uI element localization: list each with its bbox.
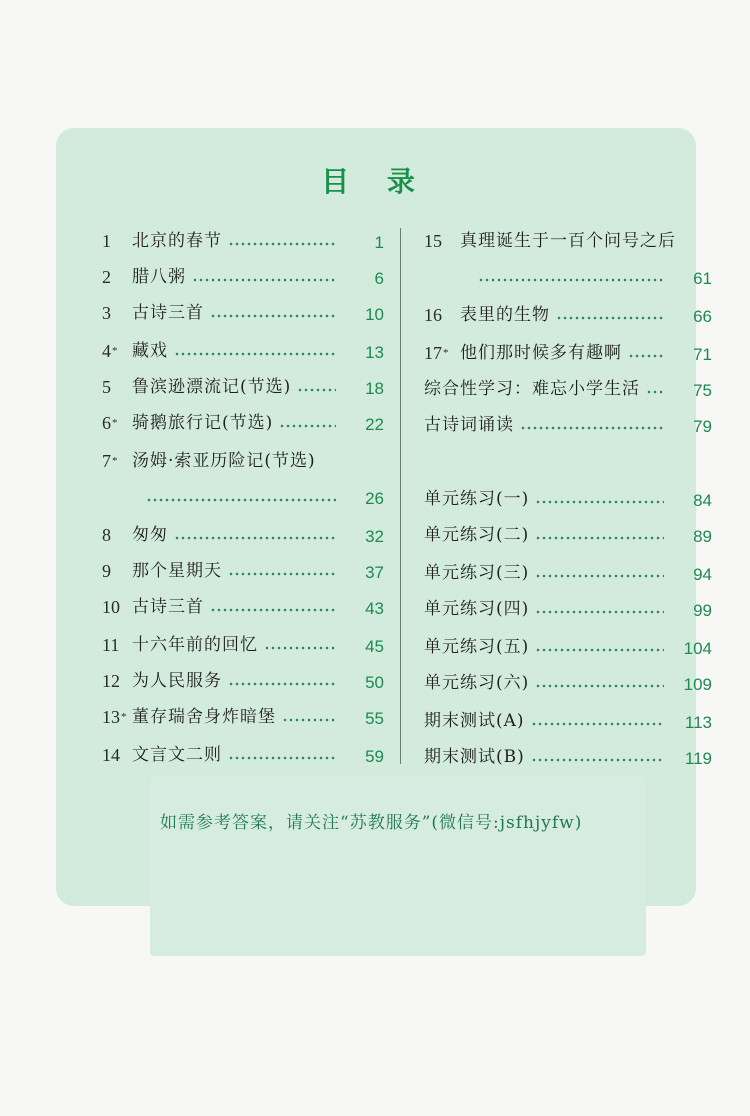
- leader-dots: [535, 648, 664, 652]
- toc-entry[interactable]: [0, 672, 750, 694]
- toc-entry[interactable]: [0, 304, 750, 326]
- entry-number: 14: [102, 745, 120, 765]
- entry-title: 真理诞生于一百个问号之后: [460, 231, 676, 251]
- page-number: 99: [693, 601, 712, 620]
- entry-title: 北京的春节: [132, 231, 222, 251]
- entry-title: 古诗三首: [132, 597, 204, 617]
- entry-number: 17*: [424, 343, 449, 363]
- toc-entry[interactable]: [0, 636, 750, 658]
- entry-number: 6*: [102, 413, 118, 433]
- entry-title: 期末测试(B): [424, 747, 525, 767]
- entry-number: 11: [102, 635, 120, 655]
- toc-entry[interactable]: [0, 230, 750, 252]
- leader-dots: [535, 574, 664, 578]
- page-number: 22: [365, 415, 384, 434]
- entry-title: 董存瑞舍身炸暗堡: [132, 707, 276, 727]
- toc-entry[interactable]: [0, 378, 750, 400]
- entry-number: 1: [102, 231, 111, 251]
- toc-entry[interactable]: [0, 414, 750, 436]
- page-number: 50: [365, 673, 384, 692]
- page-number: 37: [365, 563, 384, 582]
- optional-marker: *: [443, 347, 449, 359]
- entry-number: 3: [102, 303, 111, 323]
- page-number: 113: [684, 713, 712, 732]
- leader-dots: [646, 390, 664, 394]
- page-number: 75: [693, 381, 712, 400]
- page-number: 1: [374, 233, 384, 252]
- page-number: 84: [693, 491, 712, 510]
- entry-number: 12: [102, 671, 120, 691]
- leader-dots: [478, 278, 664, 282]
- entry-number: 16: [424, 305, 442, 325]
- entry-title: 单元练习(六): [424, 673, 530, 693]
- leader-dots: [531, 758, 664, 762]
- optional-marker: *: [121, 711, 127, 723]
- optional-marker: *: [112, 345, 118, 357]
- entry-title: 腊八粥: [132, 267, 186, 287]
- entry-title: 藏戏: [132, 341, 168, 361]
- page-title: 目 录: [321, 165, 429, 198]
- entry-title: 古诗词诵读: [424, 415, 514, 435]
- leader-dots: [535, 500, 664, 504]
- optional-marker: *: [112, 417, 118, 429]
- page-number: 109: [683, 675, 712, 694]
- entry-title: 他们那时候多有趣啊: [460, 343, 622, 363]
- entry-title: 单元练习(一): [424, 489, 530, 509]
- entry-number: 5: [102, 377, 111, 397]
- leader-dots: [556, 316, 664, 320]
- entry-title: 骑鹅旅行记(节选): [132, 413, 274, 433]
- page-number: 26: [365, 489, 384, 508]
- entry-title: 单元练习(五): [424, 637, 530, 657]
- page-number: 55: [365, 709, 384, 728]
- page-number: 43: [365, 599, 384, 618]
- page-number: 71: [693, 345, 712, 364]
- entry-title: 十六年前的回忆: [132, 635, 258, 655]
- toc-entry[interactable]: [0, 562, 750, 584]
- page-number: 6: [374, 269, 384, 288]
- answer-notice: 如需参考答案，请关注“苏教服务”(微信号:jsfhjyfw): [160, 813, 583, 833]
- toc-entry[interactable]: [0, 710, 750, 732]
- page-number: 119: [684, 749, 712, 768]
- optional-marker: *: [112, 455, 118, 467]
- page-number: 79: [693, 417, 712, 436]
- toc-entry[interactable]: [0, 450, 750, 472]
- entry-title: 单元练习(三): [424, 563, 530, 583]
- page-number: 94: [693, 565, 712, 584]
- page-number: 59: [365, 747, 384, 766]
- entry-title: 期末测试(A): [424, 711, 525, 731]
- entry-title: 综合性学习：难忘小学生活: [424, 379, 640, 399]
- toc-entry[interactable]: [0, 524, 750, 546]
- entry-number: 15: [424, 231, 442, 251]
- page-number: 61: [693, 269, 712, 288]
- toc-entry[interactable]: [0, 598, 750, 620]
- entry-title: 匆匆: [132, 525, 168, 545]
- leader-dots: [628, 354, 664, 358]
- entry-title: 鲁滨逊漂流记(节选): [132, 377, 292, 397]
- toc-entry[interactable]: [0, 342, 750, 364]
- leader-dots: [535, 610, 664, 614]
- entry-title: 单元练习(二): [424, 525, 530, 545]
- entry-number: 10: [102, 597, 120, 617]
- entry-number: 2: [102, 267, 111, 287]
- toc-entry[interactable]: [0, 746, 750, 768]
- page-number: 104: [683, 639, 712, 658]
- entry-number: 7*: [102, 451, 118, 471]
- leader-dots: [520, 426, 664, 430]
- entry-title: 文言文二则: [132, 745, 222, 765]
- entry-number: 13*: [102, 707, 127, 727]
- leader-dots: [535, 536, 664, 540]
- page-number: 18: [365, 379, 384, 398]
- page-number: 10: [365, 305, 384, 324]
- entry-title: 单元练习(四): [424, 599, 530, 619]
- entry-title: 汤姆·索亚历险记(节选): [132, 451, 316, 471]
- toc-entry[interactable]: [0, 488, 750, 510]
- leader-dots: [535, 684, 664, 688]
- entry-number: 9: [102, 561, 111, 581]
- footer-box: [150, 776, 646, 956]
- page-number: 45: [365, 637, 384, 656]
- entry-number: 4*: [102, 341, 118, 361]
- page-number: 66: [693, 307, 712, 326]
- entry-title: 古诗三首: [132, 303, 204, 323]
- page-number: 32: [365, 527, 384, 546]
- leader-dots: [531, 722, 664, 726]
- page-number: 89: [693, 527, 712, 546]
- entry-title: 表里的生物: [460, 305, 550, 325]
- entry-number: 8: [102, 525, 111, 545]
- entry-title: 那个星期天: [132, 561, 222, 581]
- entry-title: 为人民服务: [132, 671, 222, 691]
- leader-dots: [192, 278, 336, 282]
- page-number: 13: [365, 343, 384, 362]
